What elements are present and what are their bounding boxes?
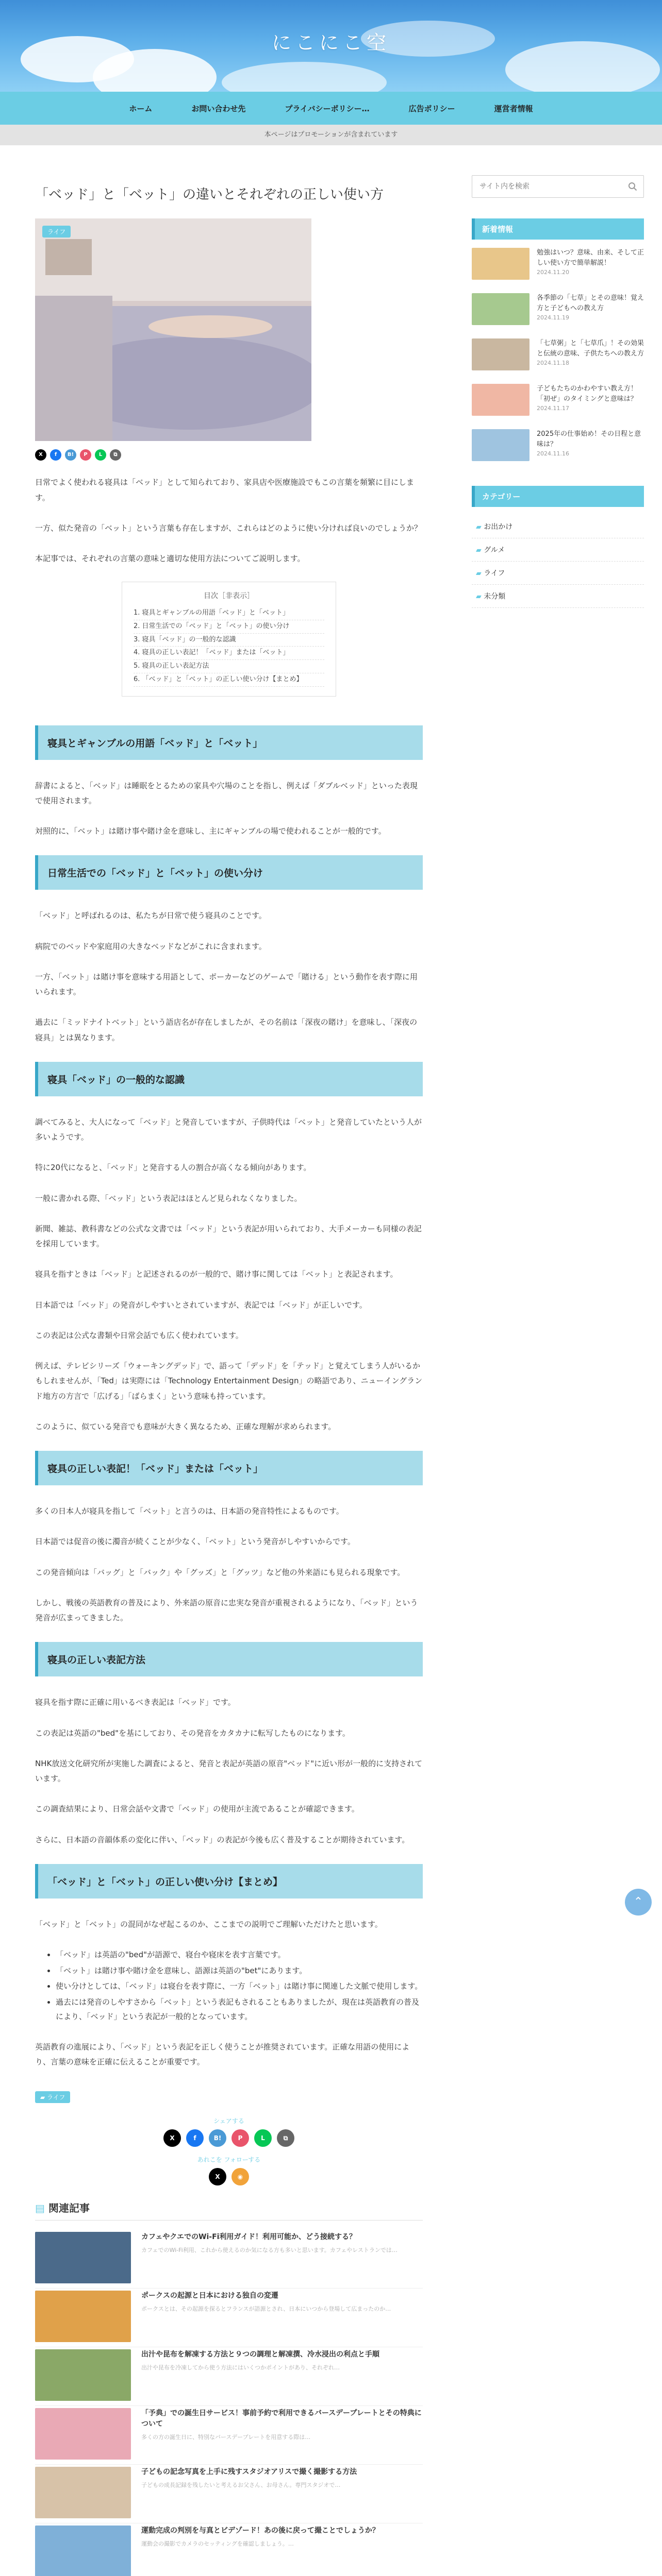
article-title: 「ベッド」と「ベット」の違いとそれぞれの正しい使い方 xyxy=(35,187,384,202)
category-link-label: 未分類 xyxy=(484,592,506,601)
folder-icon: ▰ xyxy=(476,569,484,578)
summary-list-item: • 過去には発音のしやすさから「ベット」という表記もされることもありましたが、現在は英語教育の普及により、「ベッド」という表記が一般的となっています。 xyxy=(56,1995,423,2024)
copy-link-icon[interactable]: ⧉ xyxy=(110,449,121,461)
related-title: 子どもの記念写真を上手に残すスタジオアリスで撮く撮影する方法 xyxy=(141,2468,357,2477)
body-paragraph: 過去に「ミッドナイトベット」という語店名が存在しましたが、その名前は「深夜の賭け」を意味し、「深夜の寝具」とは異なります。 xyxy=(35,1018,418,1042)
line-share-icon[interactable]: L xyxy=(95,449,106,461)
share-buttons-bottom xyxy=(35,2129,423,2147)
toc-item[interactable]: 5. 寝具の正しい表記方法 xyxy=(134,660,324,673)
new-post-title: 子どもたちのかわやすい教え方！「初ぜ」のタイミングと意味は？ xyxy=(537,385,638,403)
body-paragraph: この発音傾向は「バッグ」と「バック」や「グッズ」と「グッツ」など他の外来語にも見られる現象です。 xyxy=(35,1567,405,1577)
new-post-item[interactable] xyxy=(472,293,644,329)
site-header xyxy=(0,0,662,92)
body-paragraph: 新聞、雑誌、教科書などの公式な文書では「ベッド」という表記が用いられており、大手メーカーも同様の表記を採用しています。 xyxy=(35,1224,422,1249)
nav-item-home[interactable]: ホーム xyxy=(129,104,153,113)
global-nav xyxy=(0,92,662,125)
body-paragraph: この調査結果により、日常会話や文書で「ベッド」の使用が主流であることが確認できます。 xyxy=(35,1804,359,1814)
nav-item-privacy[interactable]: プライバシーポリシー… xyxy=(285,104,370,113)
related-item[interactable] xyxy=(35,2523,423,2576)
new-post-title: 各季節の「七草」とその意味！覚え方と子どもへの教え方 xyxy=(537,294,644,312)
related-desc: 出汁や昆布を冷凍してから使う方法にはいくつかポイントがあり、それぞれ… xyxy=(141,2364,340,2371)
copy-link-icon[interactable]: ⧉ xyxy=(277,2129,294,2147)
search-box xyxy=(472,175,644,198)
related-thumbnail xyxy=(35,2232,131,2283)
category-link[interactable] xyxy=(472,562,644,585)
pocket-share-icon[interactable]: P xyxy=(231,2129,249,2147)
new-post-date: 2024.11.16 xyxy=(537,450,569,457)
body-paragraph: NHK放送文化研究所が実施した調査によると、発音と表記が英語の原音"ベッド"に近い形が一般的に支持されています。 xyxy=(35,1758,423,1784)
intro-paragraph: 日常でよく使われる寝具は「ベッド」として知られており、家具店や医療施設でもこの言葉を頻繁に目にします。 xyxy=(35,478,415,502)
new-post-date: 2024.11.18 xyxy=(537,360,569,366)
sidebar xyxy=(472,175,644,608)
category-badge[interactable]: ライフ xyxy=(42,226,71,238)
body-paragraph: この表記は公式な書類や日常会話でも広く使われています。 xyxy=(35,1330,243,1340)
new-post-thumbnail xyxy=(472,293,529,325)
related-title: ポークスの起源と日本における独自の変遷 xyxy=(141,2292,278,2300)
search-input[interactable] xyxy=(472,176,622,197)
related-thumbnail xyxy=(35,2467,131,2518)
folder-icon: ▰ xyxy=(40,2094,47,2102)
toc-item[interactable]: 2. 日常生活での「ベッド」と「ベット」の使い分け xyxy=(134,620,324,634)
body-paragraph: 一方、「ベット」は賭け事を意味する用語として、ポーカーなどのゲームで「賭ける」という動作を表す際に用いられます。 xyxy=(35,972,418,997)
category-link[interactable] xyxy=(472,585,644,608)
body-paragraph: さらに、日本語の音韻体系の変化に伴い、「ベッド」の表記が今後も広く普及することが期待されています。 xyxy=(35,1835,410,1844)
body-paragraph: 例えば、テレビシリーズ「ウォーキングデッド」で、語って「デッド」を「テッド」と覚えてしまう人がいるかもしれませんが、「Ted」は実際には「Technology Entertainment Design」の略語であり、ニューイングランド地方の方言で「広げる」「ばらまく」という意味も持っています。 xyxy=(35,1361,423,1401)
body-paragraph: 辞書によると、「ベッド」は睡眠をとるための家具や穴場のことを指し、例えば「ダブルベッド」といった表現で使用されます。 xyxy=(35,781,418,805)
nav-item-contact[interactable]: お問い合わせ先 xyxy=(191,104,246,113)
x-share-icon[interactable]: X xyxy=(35,449,46,461)
body-paragraph: 一般に書かれる際、「ベッド」という表記はほとんど見られなくなりました。 xyxy=(35,1193,302,1203)
related-thumbnail xyxy=(35,2408,131,2460)
new-post-date: 2024.11.20 xyxy=(537,269,569,276)
category-link-label: グルメ xyxy=(484,546,505,554)
facebook-share-icon[interactable]: f xyxy=(50,449,61,461)
facebook-share-icon[interactable]: f xyxy=(186,2129,204,2147)
toc-item[interactable]: 6. 「ベッド」と「ベット」の正しい使い分け【まとめ】 xyxy=(134,673,324,687)
nav-item-about[interactable]: 運営者情報 xyxy=(494,104,533,113)
related-desc: 運動会の撮影でカメラのセッティングを確認しましょう。… xyxy=(141,2540,294,2548)
intro-paragraph: 本記事では、それぞれの言葉の意味と適切な使用方法についてご説明します。 xyxy=(35,554,305,564)
related-item[interactable] xyxy=(35,2347,423,2406)
new-post-date: 2024.11.19 xyxy=(537,314,569,321)
toc-title[interactable]: 目次［非表示］ xyxy=(204,592,254,601)
category-widget-title: カテゴリー xyxy=(472,486,644,507)
body-paragraph: このように、似ている発音でも意味が大きく異なるため、正確な理解が求められます。 xyxy=(35,1421,336,1431)
body-paragraph: しかし、戦後の英語教育の普及により、外来語の原音に忠実な発音が重視されるようになり、「ベッド」という発音が広まってきました。 xyxy=(35,1598,418,1623)
rss-follow-icon[interactable]: ◉ xyxy=(231,2168,249,2185)
section-heading: 日常生活での「ベッド」と「ベット」の使い分け xyxy=(35,855,423,890)
category-link-label: お出かけ xyxy=(484,523,513,531)
body-paragraph: この表記は英語の"bed"を基にしており、その発音をカタカナに転写したものになります。 xyxy=(35,1728,350,1738)
related-desc: 子どもの成長記録を残したいと考えるお父さん、お母さん。専門スタジオで… xyxy=(141,2482,341,2489)
pocket-share-icon[interactable]: P xyxy=(80,449,91,461)
x-follow-icon[interactable]: X xyxy=(209,2168,226,2185)
new-post-thumbnail xyxy=(472,338,529,370)
new-post-thumbnail xyxy=(472,248,529,280)
body-paragraph: 対照的に、「ベット」は賭け事や賭け金を意味し、主にギャンブルの場で使われることが一般的です。 xyxy=(35,826,386,836)
follow-buttons xyxy=(35,2168,423,2185)
back-to-top-button[interactable] xyxy=(625,1889,652,1916)
category-link[interactable] xyxy=(472,515,644,538)
nav-item-ad-policy[interactable]: 広告ポリシー xyxy=(408,104,455,113)
body-paragraph: 寝具を指すときは「ベッド」と記述されるのが一般的で、賭け事に関しては「ベット」と表記されます。 xyxy=(35,1269,398,1279)
summary-list-item: • 「ベット」は賭け事や賭け金を意味し、語源は英語の"bet"にあります。 xyxy=(56,1963,423,1978)
summary-list xyxy=(56,1947,423,2024)
body-paragraph: 「ベッド」と「ベット」の混同がなぜ起こるのか、ここまでの説明でご理解いただけたと思います。 xyxy=(35,1919,383,1929)
section-heading: 寝具の正しい表記方法 xyxy=(35,1642,423,1676)
category-tag-label: ライフ xyxy=(47,2094,65,2102)
related-item[interactable] xyxy=(35,2465,423,2523)
body-paragraph: 病院でのベッドや家庭用の大きなベッドなどがこれに含まれます。 xyxy=(35,941,267,951)
body-paragraph: 多くの日本人が寝具を指して「ベット」と言うのは、日本語の発音特性によるものです。 xyxy=(35,1506,344,1516)
folder-icon: ▰ xyxy=(476,546,484,554)
related-heading xyxy=(35,2200,423,2221)
x-share-icon[interactable]: X xyxy=(163,2129,181,2147)
related-title: 運動完成の判別を与真とビデゾード！あの後に戻って撮ことでしょうか？ xyxy=(141,2527,379,2535)
new-post-date: 2024.11.17 xyxy=(537,405,569,412)
eyecatch-image xyxy=(35,218,311,441)
new-post-title: 2025年の仕事始め！その日程と意味は？ xyxy=(537,430,641,448)
body-paragraph: 「ベッド」と呼ばれるのは、私たちが日常で使う寝具のことです。 xyxy=(35,911,267,921)
cloud-decoration xyxy=(222,62,387,92)
category-tag[interactable] xyxy=(35,2091,70,2103)
document-icon: ▤ xyxy=(35,2202,48,2215)
body-paragraph: 調べてみると、大人になって「ベッド」と発音していますが、子供時代は「ベット」と発音していたという人が多いようです。 xyxy=(35,1117,422,1142)
new-post-thumbnail xyxy=(472,429,529,461)
summary-list-item: • 使い分けとしては、「ベッド」は寝台を表す際に、一方「ベット」は賭け事に関連した文脈で使用します。 xyxy=(56,1979,423,1994)
line-share-icon[interactable]: L xyxy=(254,2129,272,2147)
toc-item[interactable]: 4. 寝具の正しい表記！「ベッド」または「ベット」 xyxy=(134,647,324,660)
new-post-item[interactable] xyxy=(472,338,644,375)
new-post-thumbnail xyxy=(472,384,529,416)
new-post-title: 「七草粥」と「七草爪」！その効果と伝統の意味、子供たちへの教え方 xyxy=(537,340,644,358)
main-content xyxy=(35,175,423,2576)
section-heading: 寝具とギャンブルの用語「ベッド」と「ベット」 xyxy=(35,725,423,760)
new-post-item[interactable] xyxy=(472,429,644,465)
section-heading: 寝具の正しい表記！「ベッド」または「ベット」 xyxy=(35,1451,423,1485)
table-of-contents xyxy=(122,582,336,696)
share-section-bottom xyxy=(35,2116,423,2185)
toc-item[interactable]: 3. 寝具「ベッド」の一般的な認識 xyxy=(134,634,324,647)
intro-paragraph: 一方、似た発音の「ベット」という言葉も存在しますが、これらはどのように使い分ければ良いのでしょうか？ xyxy=(35,523,422,533)
toc-item[interactable]: 1. 寝具とギャンブルの用語「ベッド」と「ベット」 xyxy=(134,607,324,620)
hatena-share-icon[interactable]: B! xyxy=(209,2129,226,2147)
category-link-label: ライフ xyxy=(484,569,505,578)
related-title: 出汁や昆布を解凍する方法と９つの調理と解凍撰、冷水浸出の利点と手順 xyxy=(141,2350,379,2359)
body-paragraph: 日本語では促音の後に濁音が続くことが少なく、「ベット」という発音がしやすいからです。 xyxy=(35,1537,355,1547)
related-desc: カフェでのWi-Fi利用、これから使えるのか気になる方も多いと思います。カフェやレストランでは… xyxy=(141,2247,398,2254)
new-post-title: 勉強はいつ？意味、由来、そして正しい使い方で簡単解説！ xyxy=(537,249,644,267)
related-title: カフェやクエでのWi-Fi利用ガイド！利用可能か、どう接続する？ xyxy=(141,2233,357,2242)
related-thumbnail xyxy=(35,2291,131,2342)
folder-icon: ▰ xyxy=(476,523,484,531)
related-item[interactable] xyxy=(35,2406,423,2465)
hatena-share-icon[interactable]: B! xyxy=(65,449,76,461)
body-paragraph: 寝具を指す際に正確に用いるべき表記は「ベッド」です。 xyxy=(35,1698,236,1707)
related-item[interactable] xyxy=(35,2289,423,2347)
bedroom-photo xyxy=(35,218,311,441)
new-post-item[interactable] xyxy=(472,248,644,284)
follow-label: あれこを フォローする xyxy=(197,2156,261,2164)
new-post-item[interactable] xyxy=(472,384,644,420)
section-heading: 「ベッド」と「ベット」の正しい使い分け【まとめ】 xyxy=(35,1864,423,1899)
related-title: 「予典」での誕生日サービス！事前予約で利用できるバースデープレートとその特典について xyxy=(141,2409,422,2429)
category-link[interactable] xyxy=(472,538,644,562)
body-paragraph: 特に20代になると、「ベッド」と発音する人の割合が高くなる傾向があります。 xyxy=(35,1163,311,1173)
related-thumbnail xyxy=(35,2349,131,2401)
related-thumbnail xyxy=(35,2526,131,2576)
chevron-up-icon: ⌃ xyxy=(633,1895,643,1908)
new-posts-title: 新着情報 xyxy=(472,218,644,240)
related-item[interactable] xyxy=(35,2230,423,2289)
section-heading: 寝具「ベッド」の一般的な認識 xyxy=(35,1062,423,1096)
search-icon[interactable] xyxy=(628,182,637,191)
body-paragraph: 日本語では「ベッド」の発音がしやすいとされていますが、表記では「ベッド」が正しいです。 xyxy=(35,1300,367,1310)
share-label: シェアする xyxy=(213,2117,244,2125)
folder-icon: ▰ xyxy=(476,592,484,601)
related-heading-label: 関連記事 xyxy=(48,2202,90,2215)
site-title[interactable]: にこにこ空 xyxy=(271,31,390,54)
share-buttons-top xyxy=(35,449,423,461)
related-desc: 多くの方の誕生日に、特別なバースデープレートを用意する際は… xyxy=(141,2434,311,2441)
related-desc: ポークスとは、その起源を探るとフランスが語源とされ、日本にいつから登場して広まったのか… xyxy=(141,2306,391,2313)
promotion-notice: 本ページはプロモーションが含まれています xyxy=(0,125,662,145)
summary-list-item: • 「ベッド」は英語の"bed"が語源で、寝台や寝床を表す言葉です。 xyxy=(56,1947,423,1962)
body-paragraph: 英語教育の進展により、「ベッド」という表記を正しく使うことが推奨されています。正確な用語の使用により、言葉の意味を正確に伝えることが重要です。 xyxy=(35,2042,410,2066)
